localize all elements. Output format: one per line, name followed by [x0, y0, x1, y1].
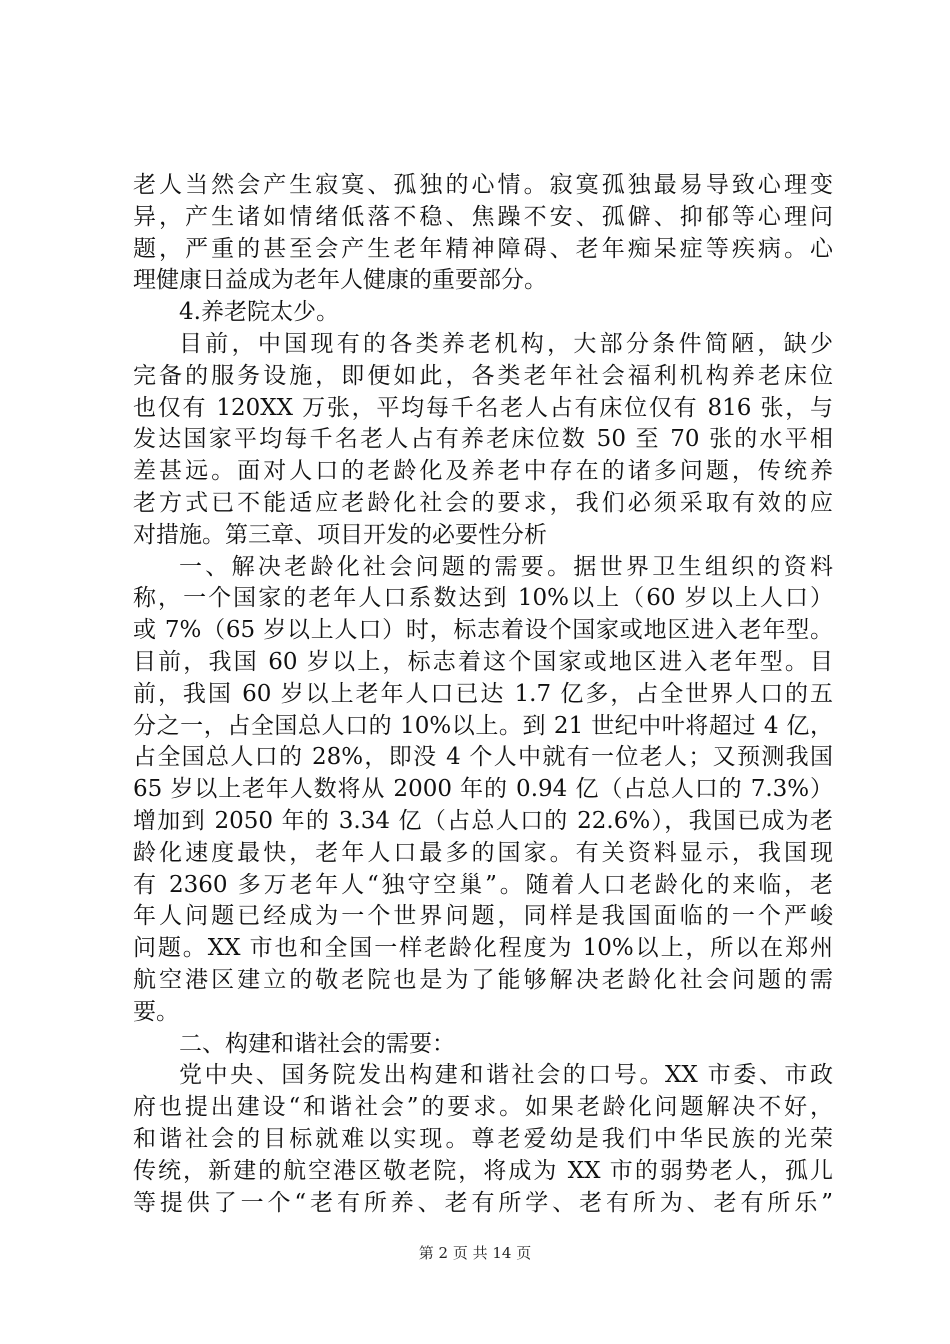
text-line: 分之一，占全国总人口的 10%以上。到 21 世纪中叶将超过 4 亿，: [133, 712, 833, 739]
text-line: 龄化速度最快，老年人口最多的国家。有关资料显示，我国现: [133, 839, 833, 866]
text-line: 完备的服务设施，即便如此，各类老年社会福利机构养老床位: [133, 362, 833, 389]
text-line: 要。: [133, 998, 179, 1025]
text-line: 前，我国 60 岁以上老年人口已达 1.7 亿多，占全世界人口的五: [133, 680, 833, 707]
text-line: 党中央、国务院发出构建和谐社会的口号。XX 市委、市政: [179, 1062, 833, 1089]
text-line: 二、构建和谐社会的需要：: [179, 1030, 455, 1057]
text-line: 有 2360 多万老年人“独守空巢”。随着人口老龄化的来临，老: [133, 871, 833, 898]
text-line: 一、解决老龄化社会问题的需要。据世界卫生组织的资料: [179, 553, 833, 580]
text-line: 目前，我国 60 岁以上，标志着这个国家或地区进入老年型。目: [133, 648, 833, 675]
text-line: 目前，中国现有的各类养老机构，大部分条件简陋，缺少: [179, 330, 833, 357]
text-line: 老方式已不能适应老龄化社会的要求，我们必须采取有效的应: [133, 489, 833, 516]
text-line: 65 岁以上老年人数将从 2000 年的 0.94 亿（占总人口的 7.3%）: [133, 776, 833, 803]
text-line: 老人当然会产生寂寞、孤独的心情。寂寞孤独最易导致心理变: [133, 172, 833, 198]
text-line: 等提供了一个“老有所养、老有所学、老有所为、老有所乐”: [133, 1189, 833, 1216]
text-line: 和谐社会的目标就难以实现。尊老爱幼是我们中华民族的光荣: [133, 1125, 833, 1152]
page-footer: 第 2 页 共 14 页: [418, 1244, 532, 1262]
document-body: [133, 170, 833, 1219]
text-line: 发达国家平均每千名老人占有养老床位数 50 至 70 张的水平相: [133, 426, 833, 453]
text-line: 也仅有 120XX 万张，平均每千名老人占有床位仅有 816 张，与: [133, 394, 833, 421]
text-line: 理健康日益成为老年人健康的重要部分。: [133, 267, 547, 294]
text-line: 航空港区建立的敬老院也是为了能够解决老龄化社会问题的需: [133, 966, 833, 993]
text-line: 增加到 2050 年的 3.34 亿（占总人口的 22.6%），我国已成为老: [133, 807, 833, 834]
text-line: 或 7%（65 岁以上人口）时，标志着设个国家或地区进入老年型。: [133, 617, 833, 644]
text-line: 府也提出建设“和谐社会”的要求。如果老龄化问题解决不好，: [133, 1094, 833, 1121]
text-line: 4.养老院太少。: [179, 299, 339, 326]
text-line: 占全国总人口的 28%，即没 4 个人中就有一位老人；又预测我国: [133, 744, 833, 771]
text-line: 称，一个国家的老年人口系数达到 10%以上（60 岁以上人口）: [133, 585, 833, 612]
text-line: 异，产生诸如情绪低落不稳、焦躁不安、孤僻、抑郁等心理问: [133, 203, 833, 230]
text-line: 对措施。第三章、项目开发的必要性分析: [133, 521, 547, 548]
text-line: 年人问题已经成为一个世界问题，同样是我国面临的一个严峻: [133, 903, 833, 930]
text-line: 问题。XX 市也和全国一样老龄化程度为 10%以上，所以在郑州: [133, 935, 833, 962]
text-line: 传统，新建的航空港区敬老院，将成为 XX 市的弱势老人，孤儿: [133, 1157, 833, 1184]
text-line: 差甚远。面对人口的老龄化及养老中存在的诸多问题，传统养: [133, 458, 833, 485]
text-line: 题，严重的甚至会产生老年精神障碍、老年痴呆症等疾病。心: [133, 235, 833, 262]
